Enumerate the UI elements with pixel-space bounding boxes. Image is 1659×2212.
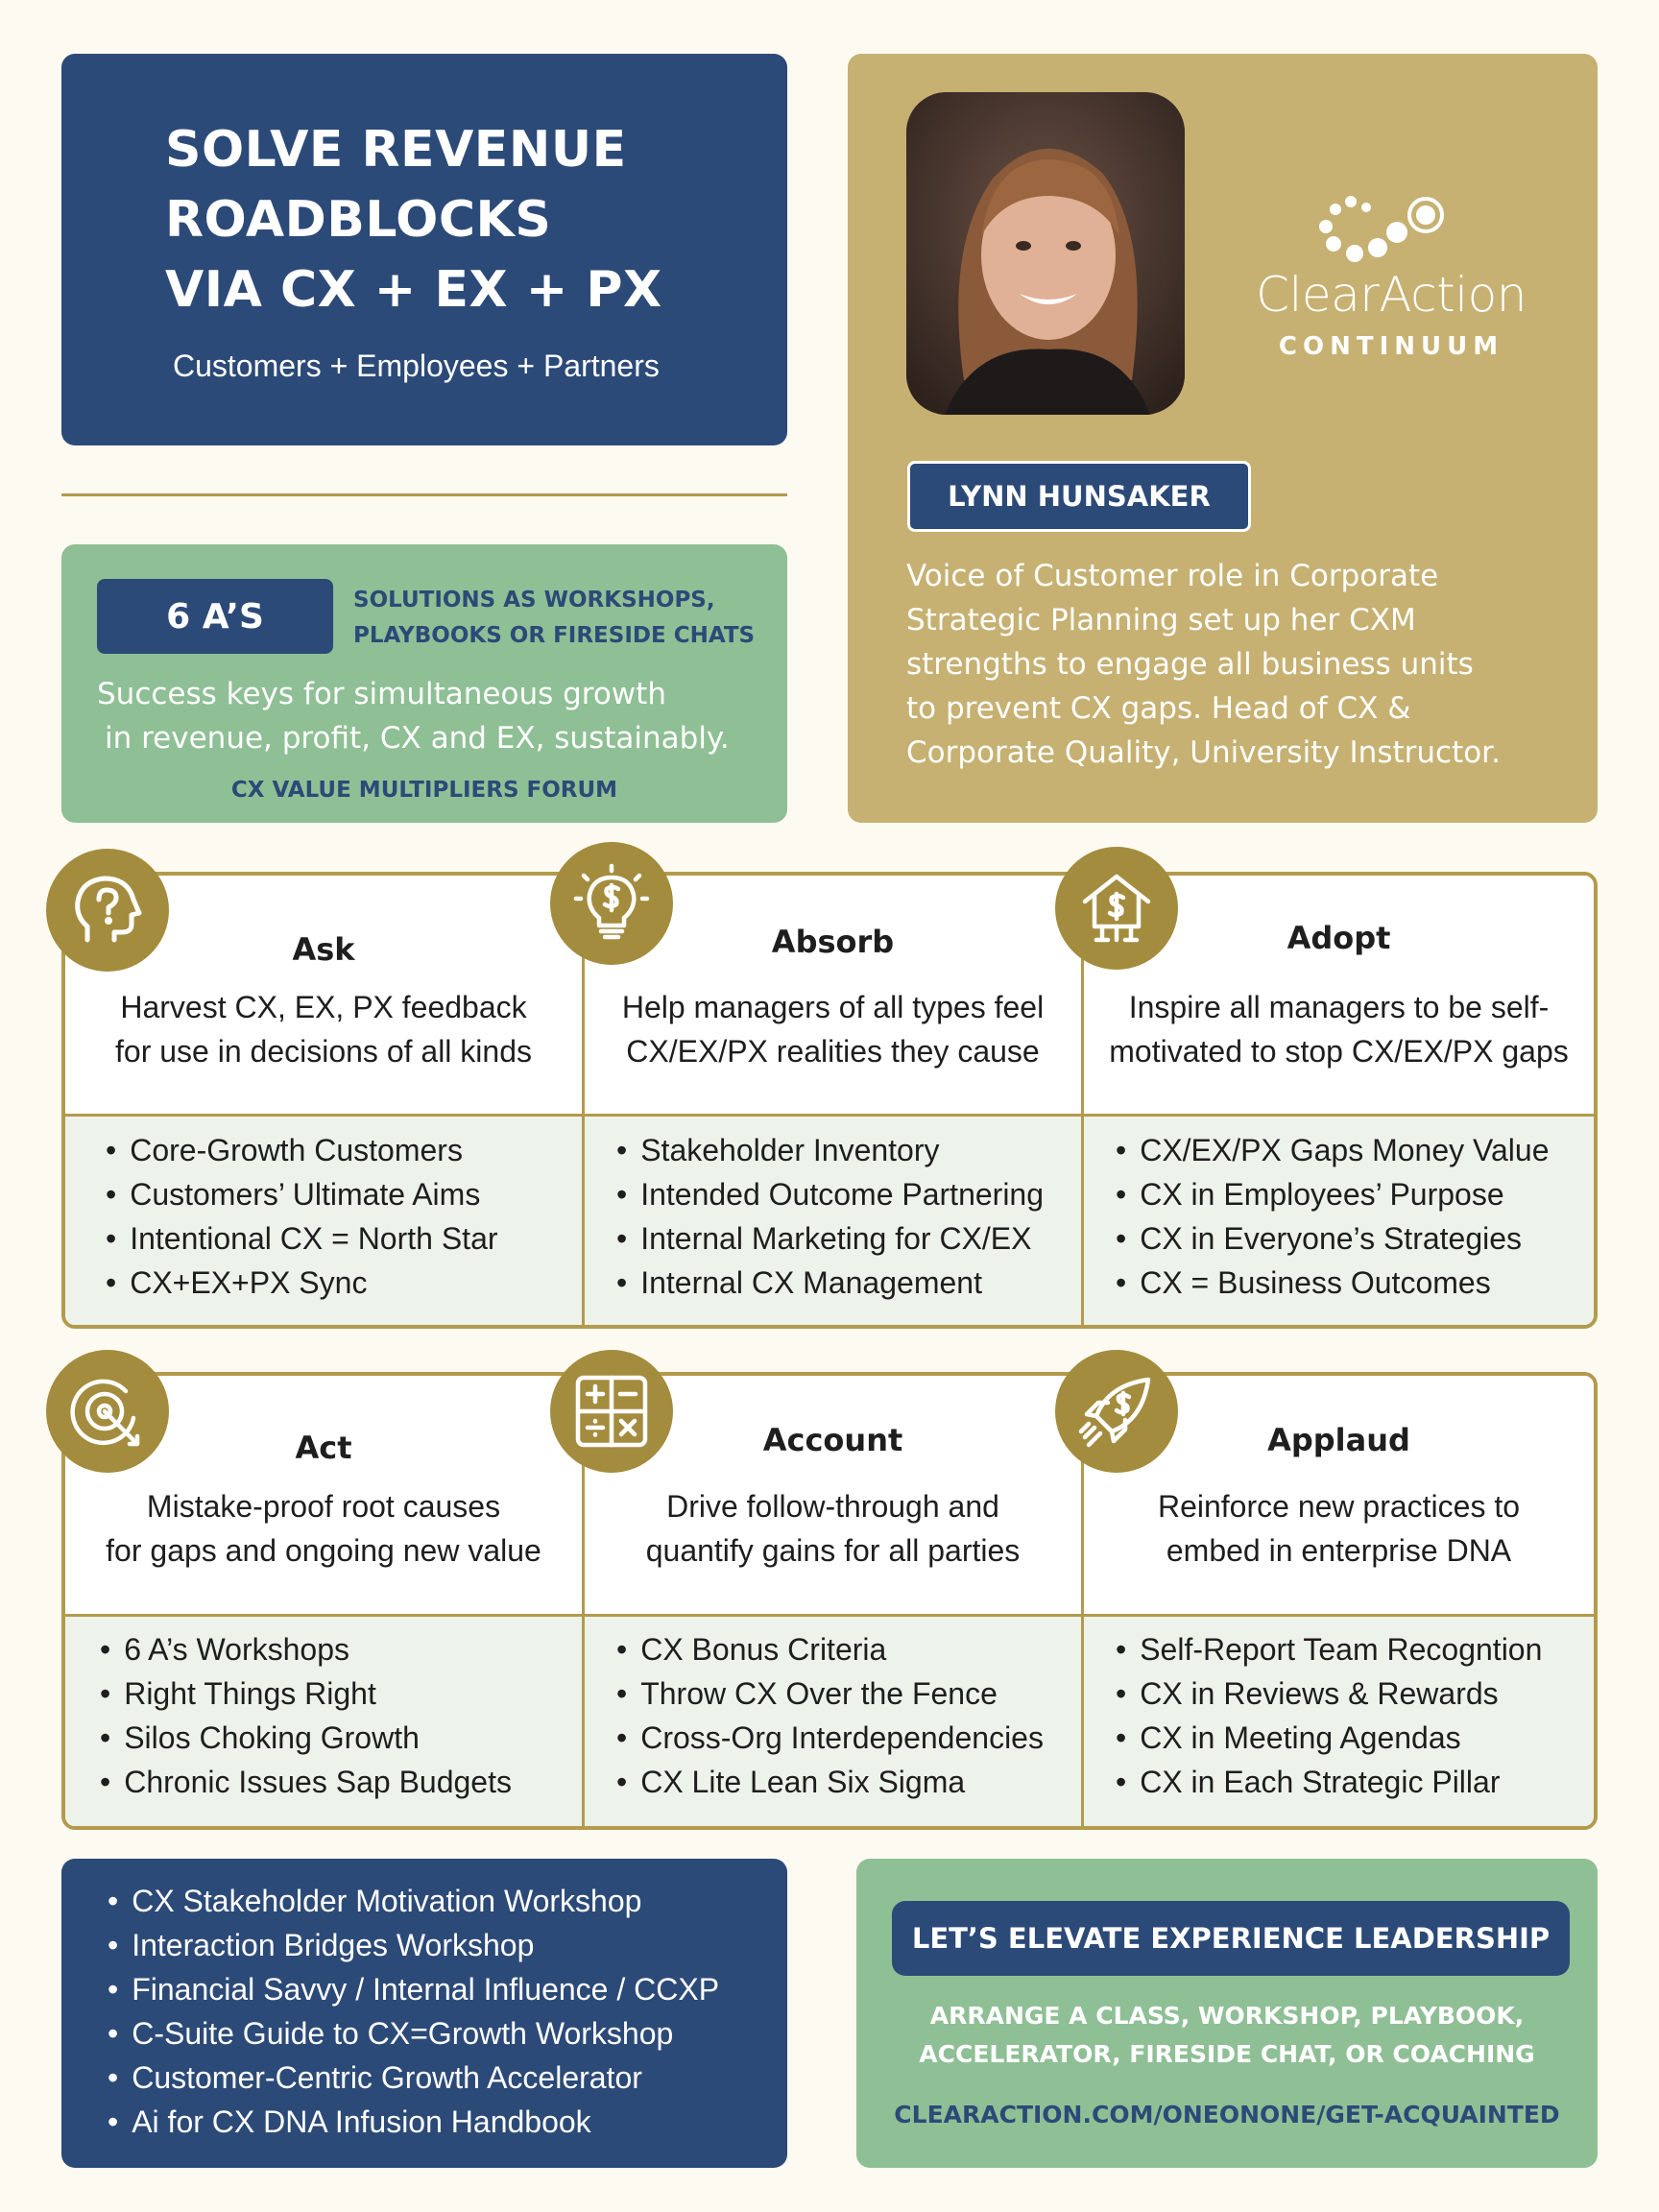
- title-line-3: VIA CX + EX + PX: [165, 261, 662, 319]
- list-item: • Stakeholder Inventory: [616, 1128, 1044, 1172]
- step-title-account: Account: [762, 1422, 903, 1458]
- step-desc-ask: [65, 985, 582, 1073]
- speaker-name-badge: LYNN HUNSAKER: [907, 461, 1251, 532]
- title-card: [61, 54, 787, 445]
- workshop-item: • Customer-Centric Growth Accelerator: [108, 2056, 719, 2100]
- list-item: • CX in Reviews & Rewards: [1116, 1671, 1542, 1716]
- step-list-applaud: [1116, 1627, 1542, 1804]
- workshop-item: • Ai for CX DNA Infusion Handbook: [108, 2100, 719, 2144]
- title-line-2: ROADBLOCKS: [165, 191, 552, 249]
- step-desc-account: [585, 1484, 1081, 1573]
- list-item: • CX in Employees’ Purpose: [1116, 1172, 1549, 1216]
- list-item: • CX Bonus Criteria: [616, 1627, 1044, 1671]
- step-list-account: [616, 1627, 1044, 1804]
- cta-badge: LET’S ELEVATE EXPERIENCE LEADERSHIP: [892, 1901, 1570, 1976]
- step-list-adopt: [1116, 1128, 1549, 1305]
- portrait-photo: [906, 92, 1185, 415]
- step-desc-line: Reinforce new practices to: [1157, 1489, 1521, 1524]
- list-item: • Internal CX Management: [616, 1261, 1044, 1305]
- bio-line-1: Voice of Customer role in Corporate: [906, 559, 1439, 593]
- list-item: • Internal Marketing for CX/EX: [616, 1216, 1044, 1261]
- step-title-adopt: Adopt: [1286, 920, 1391, 956]
- solutions-line-2: PLAYBOOKS OR FIRESIDE CHATS: [353, 623, 756, 648]
- cta-sub-line-2: ACCELERATOR, FIRESIDE CHAT, OR COACHING: [919, 2040, 1535, 2068]
- step-desc-line: CX/EX/PX realities they cause: [626, 1034, 1040, 1069]
- target-arrow-icon: [46, 1350, 169, 1473]
- step-desc-line: motivated to stop CX/EX/PX gaps: [1109, 1034, 1569, 1069]
- step-desc-line: Harvest CX, EX, PX feedback: [120, 990, 527, 1024]
- bio-text: [906, 554, 1578, 775]
- list-item: • Cross-Org Interdependencies: [616, 1716, 1044, 1760]
- rocket-dollar-icon: [1055, 1350, 1178, 1473]
- steps-row-1: [61, 872, 1598, 1329]
- step-list-act: [100, 1627, 512, 1804]
- workshop-item: • C-Suite Guide to CX=Growth Workshop: [108, 2011, 719, 2056]
- cta-sub-line-1: ARRANGE A CLASS, WORKSHOP, PLAYBOOK,: [929, 2002, 1525, 2030]
- bio-line-2: Strategic Planning set up her CXM: [906, 603, 1416, 637]
- workshop-item: • Financial Savvy / Internal Influence / CCXP: [108, 1967, 719, 2011]
- list-item: • CX+EX+PX Sync: [106, 1261, 498, 1305]
- step-desc-line: Help managers of all types feel: [621, 990, 1045, 1024]
- solutions-line-1: SOLUTIONS AS WORKSHOPS,: [353, 588, 715, 613]
- list-item: • Silos Choking Growth: [100, 1716, 512, 1760]
- six-as-desc-line-2: in revenue, profit, CX and EX, sustainably.: [105, 721, 730, 756]
- step-title-applaud: Applaud: [1267, 1422, 1410, 1458]
- list-item: • Chronic Issues Sap Budgets: [100, 1760, 512, 1804]
- brand-name: ClearAction: [1256, 267, 1527, 323]
- list-item: • Intentional CX = North Star: [106, 1216, 498, 1261]
- list-item: • Throw CX Over the Fence: [616, 1671, 1044, 1716]
- step-title-ask: Ask: [292, 931, 355, 968]
- step-desc-line: for gaps and ongoing new value: [106, 1533, 541, 1568]
- title-subtitle: Customers + Employees + Partners: [173, 349, 660, 383]
- six-as-badge: 6 A’S: [97, 579, 333, 654]
- six-as-desc-line-1: Success keys for simultaneous growth: [97, 677, 666, 711]
- list-item: • CX = Business Outcomes: [1116, 1261, 1549, 1305]
- step-list-absorb: [616, 1128, 1044, 1305]
- bio-line-5: Corporate Quality, University Instructor.: [906, 735, 1501, 770]
- steps-row-2: [61, 1372, 1598, 1830]
- cta-subtitle: [856, 1997, 1598, 2074]
- head-question-icon: [46, 849, 169, 972]
- step-desc-adopt: [1084, 985, 1594, 1073]
- step-desc-line: Inspire all managers to be self-: [1128, 990, 1550, 1024]
- list-item: • 6 A’s Workshops: [100, 1627, 512, 1671]
- brand-subtitle: CONTINUUM: [1278, 332, 1504, 361]
- step-title-act: Act: [295, 1430, 352, 1466]
- list-item: • Customers’ Ultimate Aims: [106, 1172, 498, 1216]
- house-dollar-icon: [1055, 847, 1178, 970]
- step-desc-act: [65, 1484, 582, 1573]
- portrait-illustration: [906, 92, 1185, 415]
- divider-rule: [61, 493, 787, 496]
- workshop-item: • Interaction Bridges Workshop: [108, 1923, 719, 1967]
- forum-label: CX VALUE MULTIPLIERS FORUM: [230, 778, 618, 803]
- step-desc-line: Drive follow-through and: [666, 1489, 999, 1524]
- step-desc-line: embed in enterprise DNA: [1166, 1533, 1512, 1568]
- list-item: • Intended Outcome Partnering: [616, 1172, 1044, 1216]
- list-item: • Self-Report Team Recogntion: [1116, 1627, 1542, 1671]
- step-desc-line: quantify gains for all parties: [645, 1533, 1021, 1568]
- list-item: • CX Lite Lean Six Sigma: [616, 1760, 1044, 1804]
- step-title-absorb: Absorb: [771, 924, 895, 960]
- step-list-ask: [106, 1128, 498, 1305]
- step-desc-line: for use in decisions of all kinds: [115, 1034, 532, 1069]
- solutions-label: [353, 583, 755, 654]
- workshops-list: [108, 1879, 719, 2144]
- calculator-icon: [550, 1350, 673, 1473]
- list-item: • CX in Everyone’s Strategies: [1116, 1216, 1549, 1261]
- workshop-item: • CX Stakeholder Motivation Workshop: [108, 1879, 719, 1923]
- cta-url-link[interactable]: CLEARACTION.COM/ONEONONE/GET-ACQUAINTED: [894, 2101, 1560, 2128]
- bio-line-3: strengths to engage all business units: [906, 647, 1474, 682]
- list-item: • CX/EX/PX Gaps Money Value: [1116, 1128, 1549, 1172]
- list-item: • CX in Each Strategic Pillar: [1116, 1760, 1542, 1804]
- step-desc-absorb: [585, 985, 1081, 1073]
- step-desc-applaud: [1084, 1484, 1594, 1573]
- list-item: • Right Things Right: [100, 1671, 512, 1716]
- six-as-description: [97, 672, 769, 760]
- title-line-1: SOLVE REVENUE: [165, 121, 627, 179]
- bio-card: [848, 54, 1598, 823]
- lightbulb-dollar-icon: [550, 842, 673, 965]
- cta-card: [856, 1859, 1598, 2168]
- bio-line-4: to prevent CX gaps. Head of CX &: [906, 691, 1411, 726]
- list-item: • Core-Growth Customers: [106, 1128, 498, 1172]
- list-item: • CX in Meeting Agendas: [1116, 1716, 1542, 1760]
- six-as-card: [61, 544, 787, 823]
- step-desc-line: Mistake-proof root causes: [146, 1489, 501, 1524]
- workshops-card: [61, 1859, 787, 2168]
